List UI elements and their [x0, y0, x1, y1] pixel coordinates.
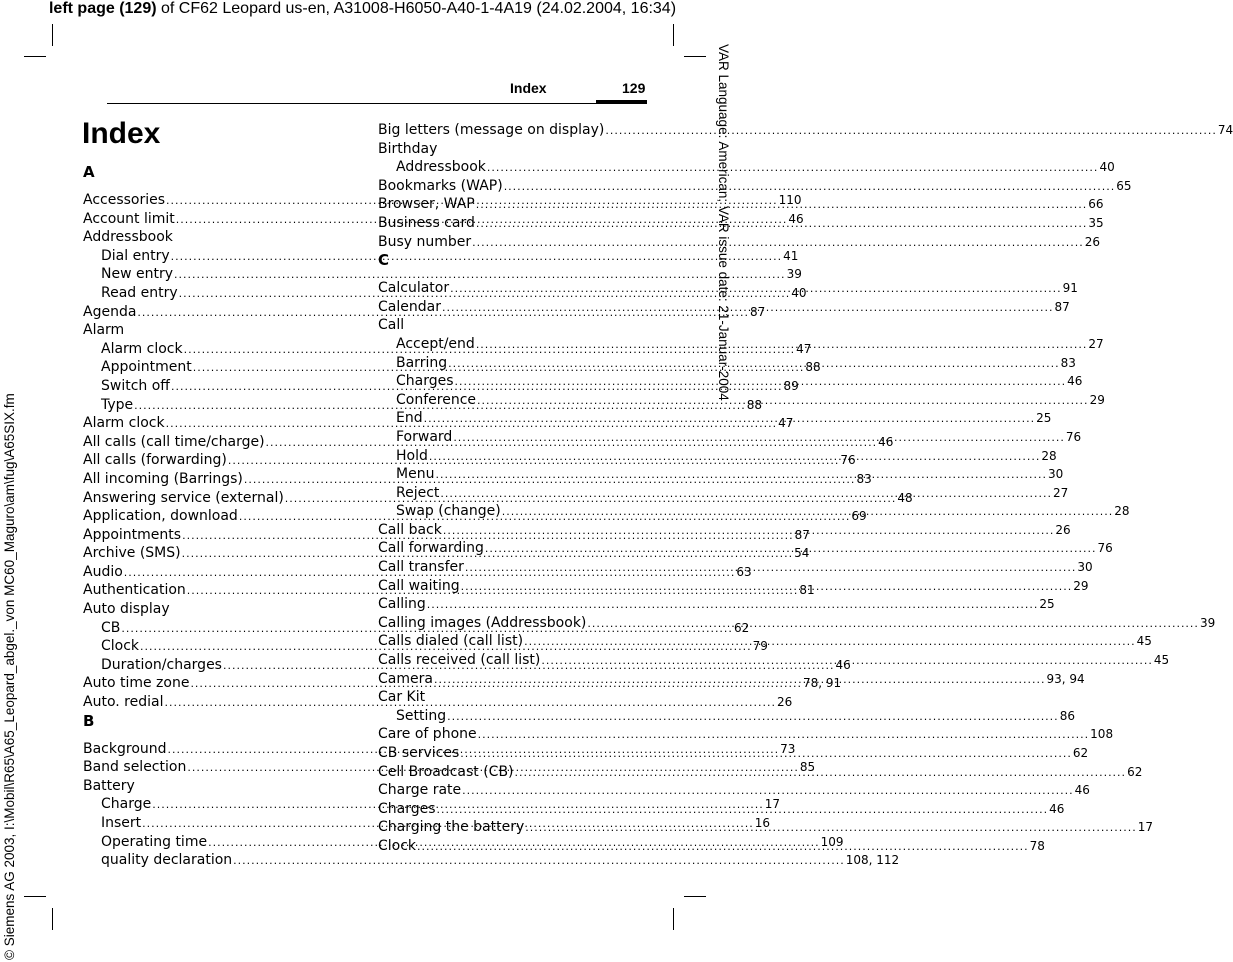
index-page-ref: 39 [1199, 615, 1216, 630]
leader-dots [453, 429, 1065, 448]
index-page-ref: 46 [1067, 374, 1083, 389]
index-page-ref: 29 [1089, 392, 1105, 407]
index-term: Duration/charges [101, 656, 222, 673]
index-term: Dial entry [101, 247, 170, 264]
index-term: Auto time zone [83, 675, 190, 692]
index-page-ref: 76 [1097, 541, 1113, 556]
index-page-ref: 16 [754, 816, 770, 830]
leader-dots [437, 801, 1049, 820]
index-term: Calls received (call list) [378, 652, 541, 669]
index-term: Charging the battery [378, 819, 525, 836]
leader-dots [417, 838, 1029, 857]
index-page-ref: 65 [1116, 178, 1132, 193]
page-title: Index [82, 117, 161, 150]
index-letter: A [83, 163, 95, 181]
crop-mark [684, 896, 706, 897]
index-heading: Addressbook [83, 229, 173, 246]
index-page-ref: 45 [1136, 634, 1152, 649]
index-page-ref: 91 [1062, 281, 1078, 296]
index-term: Alarm clock [101, 340, 183, 357]
index-heading: Battery [83, 777, 135, 794]
leader-dots [487, 159, 1099, 178]
leader-dots [525, 819, 1137, 838]
print-header-rest: of CF62 Leopard us-en, A31008-H6050-A40-1-4A19 (24.02.2004, 16:34) [156, 0, 677, 17]
index-heading: Call [378, 317, 405, 334]
leader-dots [524, 633, 1136, 652]
index-page-ref: 47 [796, 341, 812, 356]
index-page-ref: 35 [1088, 215, 1104, 230]
index-term: Swap (change) [396, 503, 501, 520]
index-term: Switch off [101, 377, 170, 394]
index-page-ref: 86 [1059, 708, 1075, 723]
index-term: Calendar [378, 298, 441, 315]
index-term: Calling [378, 596, 426, 613]
index-heading: Car Kit [378, 689, 426, 706]
index-page-ref: 28 [1041, 448, 1057, 463]
index-page-ref: 73 [780, 741, 796, 756]
index-term: Bookmarks (WAP) [378, 177, 503, 194]
index-page-ref: 85 [799, 760, 816, 775]
index-page-ref: 46 [878, 434, 894, 449]
leader-dots [435, 466, 1047, 485]
index-term: Charge [101, 796, 152, 813]
index-page-ref: 25 [1036, 411, 1052, 426]
index-page-ref: 29 [1073, 578, 1089, 593]
index-page-ref: 27 [1088, 336, 1104, 351]
index-term: Type [101, 396, 134, 413]
leader-dots [462, 782, 1074, 801]
leader-dots [605, 122, 1217, 141]
index-page-ref: 25 [1039, 597, 1055, 612]
index-page-ref: 110 [778, 193, 802, 207]
index-page-ref: 62 [1127, 764, 1143, 779]
leader-dots [485, 540, 1097, 559]
index-page-ref: 46 [788, 211, 804, 226]
leader-dots [478, 726, 1090, 745]
leader-dots [504, 178, 1116, 197]
crop-mark [673, 908, 674, 930]
index-term: Camera [378, 670, 433, 687]
index-subentry [378, 158, 1115, 177]
index-page-ref: 76 [840, 453, 856, 468]
index-term: Clock [101, 638, 140, 655]
index-page-ref: 78, 91 [802, 676, 842, 691]
crop-mark [24, 56, 46, 57]
running-head-page: 129 [622, 80, 646, 96]
leader-dots [541, 652, 1153, 671]
index-term: Appointments [83, 526, 182, 543]
leader-dots [460, 745, 1072, 764]
index-page-ref: 17 [1137, 820, 1154, 835]
index-term: Appointment [101, 359, 192, 376]
index-term: Hold [396, 447, 428, 464]
index-term: CB services [378, 745, 460, 761]
leader-dots [447, 708, 1059, 727]
index-term: Calling images (Addressbook) [378, 614, 587, 631]
leader-dots [472, 234, 1084, 253]
index-term: Archive (SMS) [83, 545, 181, 562]
side-note-left [0, 0, 20, 962]
index-page-ref: 48 [897, 490, 913, 505]
index-page-ref: 83 [856, 471, 872, 486]
index-page-ref: 46 [835, 657, 851, 672]
index-term: End [396, 410, 423, 427]
index-entry [378, 177, 1132, 196]
index-term: quality declaration [101, 852, 233, 869]
index-term: Conference [396, 391, 477, 408]
index-term: Operating time [101, 833, 208, 850]
index-page-ref: 108 [1090, 727, 1114, 742]
index-entry [378, 725, 1114, 744]
leader-dots [477, 392, 1089, 411]
crop-mark [24, 896, 46, 897]
leader-dots [442, 299, 1054, 318]
index-page-ref: 78 [1029, 838, 1045, 853]
index-page-ref: 88 [805, 360, 821, 375]
index-term: CB [101, 619, 121, 636]
index-page-ref: 39 [786, 267, 802, 282]
index-term: Menu [396, 466, 435, 483]
index-page-ref: 30 [1048, 467, 1064, 482]
index-page-ref: 93, 94 [1046, 671, 1085, 686]
leader-dots [424, 410, 1036, 429]
index-term: Reject [396, 484, 440, 501]
index-term: Clock [378, 837, 417, 854]
leader-dots [476, 196, 1088, 215]
index-page-ref: 89 [783, 378, 799, 393]
leader-dots [461, 578, 1073, 597]
index-entry [378, 298, 1070, 317]
index-page-ref: 26 [777, 695, 793, 710]
crop-mark [52, 24, 53, 46]
side-note-left-text: © Siemens AG 2003, I:\Mobil\R65\A65_Leopard_abgel._von MC60_Maguro\am\fug\A65SIX.fm [2, 393, 17, 960]
index-page-ref: 26 [1084, 234, 1100, 249]
index-term: Audio [83, 563, 123, 580]
index-letter: B [83, 711, 95, 730]
index-term: Alarm clock [83, 415, 165, 432]
print-header [0, 0, 725, 18]
index-page-ref: 63 [736, 564, 752, 579]
index-page-ref: 46 [1049, 801, 1065, 816]
index-term: Account limit [83, 210, 175, 227]
index-term: Business card [378, 214, 475, 231]
index-term: All calls (call time/charge) [83, 433, 265, 450]
index-page-ref: 87 [749, 304, 766, 319]
index-page-ref: 109 [820, 834, 844, 849]
index-term: Busy number [378, 233, 472, 250]
index-page-ref: 26 [1055, 522, 1071, 537]
index-term: Accept/end [396, 335, 475, 352]
index-term: Application, download [83, 508, 238, 525]
index-entry [378, 595, 1055, 614]
index-term: Calls dialed (call list) [378, 633, 524, 650]
index-page-ref: 27 [1052, 485, 1069, 500]
leader-dots [450, 280, 1062, 299]
index-term: Authentication [83, 582, 186, 599]
index-term: Addressbook [396, 159, 486, 176]
index-term: Insert [101, 815, 142, 831]
index-page-ref: 17 [764, 797, 781, 812]
index-entry [378, 121, 1233, 140]
index-subentry [83, 851, 900, 870]
leader-dots [476, 215, 1088, 234]
index-term: Charge rate [378, 782, 462, 799]
leader-dots [443, 522, 1055, 541]
index-page-ref: 108, 112 [845, 853, 900, 868]
index-term: New entry [101, 266, 174, 283]
leader-dots [448, 355, 1060, 374]
index-page-ref: 54 [794, 546, 810, 561]
header-rule-accent [596, 100, 647, 103]
index-page-ref: 87 [794, 527, 810, 542]
index-term: Call waiting [378, 577, 460, 594]
index-term: Charges [396, 373, 454, 390]
index-page-ref: 30 [1077, 560, 1093, 575]
leader-dots [455, 373, 1067, 392]
leader-dots [465, 559, 1077, 578]
index-page-ref: 81 [799, 583, 815, 598]
index-term: Care of phone [378, 726, 477, 743]
index-subentry [83, 265, 802, 284]
index-page-ref: 76 [1065, 429, 1082, 444]
index-page-ref: 28 [1114, 504, 1130, 519]
index-page-ref: 47 [778, 416, 794, 431]
index-page-ref: 69 [851, 509, 867, 524]
index-page-ref: 40 [791, 285, 807, 300]
index-page-ref: 83 [1060, 355, 1076, 370]
index-page-ref: 66 [1088, 197, 1104, 212]
index-term: Answering service (external) [83, 489, 284, 506]
index-page-ref: 87 [1054, 299, 1070, 314]
index-heading: Birthday [378, 140, 438, 157]
leader-dots [476, 336, 1088, 355]
index-term: Browser, WAP [378, 196, 475, 213]
leader-dots [427, 596, 1039, 615]
index-entry [378, 781, 1090, 800]
index-term: Band selection [83, 759, 187, 776]
index-entry [378, 233, 1100, 252]
index-term: Barring [396, 354, 448, 371]
leader-dots [434, 671, 1046, 690]
index-subentry [378, 707, 1075, 726]
print-header-bold: left page (129) [48, 0, 157, 17]
index-page-ref: 79 [752, 639, 768, 654]
index-page-ref: 74 [1217, 123, 1233, 137]
leader-dots [515, 764, 1127, 783]
leader-dots [502, 503, 1114, 522]
index-page-ref: 62 [1072, 746, 1089, 760]
index-term: Auto. redial [83, 694, 164, 711]
index-page-ref: 46 [1074, 783, 1090, 798]
index-term: Background [83, 740, 167, 757]
side-note-right-text: VAR Language: American; VAR issue date: 21-Januar-2004 [716, 44, 731, 401]
index-page-ref: 62 [733, 620, 750, 635]
index-term: Read entry [101, 284, 178, 301]
leader-dots [587, 615, 1199, 634]
index-term: All calls (forwarding) [83, 452, 227, 469]
index-term: Calculator [378, 280, 450, 297]
index-term: Call back [378, 521, 442, 538]
crop-mark [673, 24, 674, 46]
index-term: Big letters (message on display) [378, 122, 605, 138]
index-page-ref: 88 [746, 397, 762, 412]
index-subentry [83, 247, 799, 266]
index-term: Forward [396, 428, 453, 445]
index-term: Charges [378, 800, 436, 817]
index-page-ref: 41 [783, 248, 799, 263]
index-term: All incoming (Barrings) [83, 470, 243, 487]
crop-mark [684, 56, 706, 57]
index-term: Call forwarding [378, 540, 484, 557]
index-page-ref: 45 [1153, 653, 1170, 668]
index-page-ref: 40 [1099, 160, 1115, 175]
index-term: Cell Broadcast (CB) [378, 763, 514, 780]
leader-dots [440, 485, 1052, 504]
running-head-title: Index [510, 80, 547, 96]
index-term: Agenda [83, 303, 137, 320]
index-term: Setting [396, 707, 447, 724]
header-rule [107, 103, 647, 104]
leader-dots [429, 448, 1041, 467]
index-letter: C [378, 251, 390, 270]
index-term: Accessories [83, 192, 166, 208]
index-term: Call transfer [378, 559, 464, 576]
index-heading: Alarm [83, 322, 125, 339]
index-heading: Auto display [83, 601, 170, 618]
crop-mark [52, 908, 53, 930]
